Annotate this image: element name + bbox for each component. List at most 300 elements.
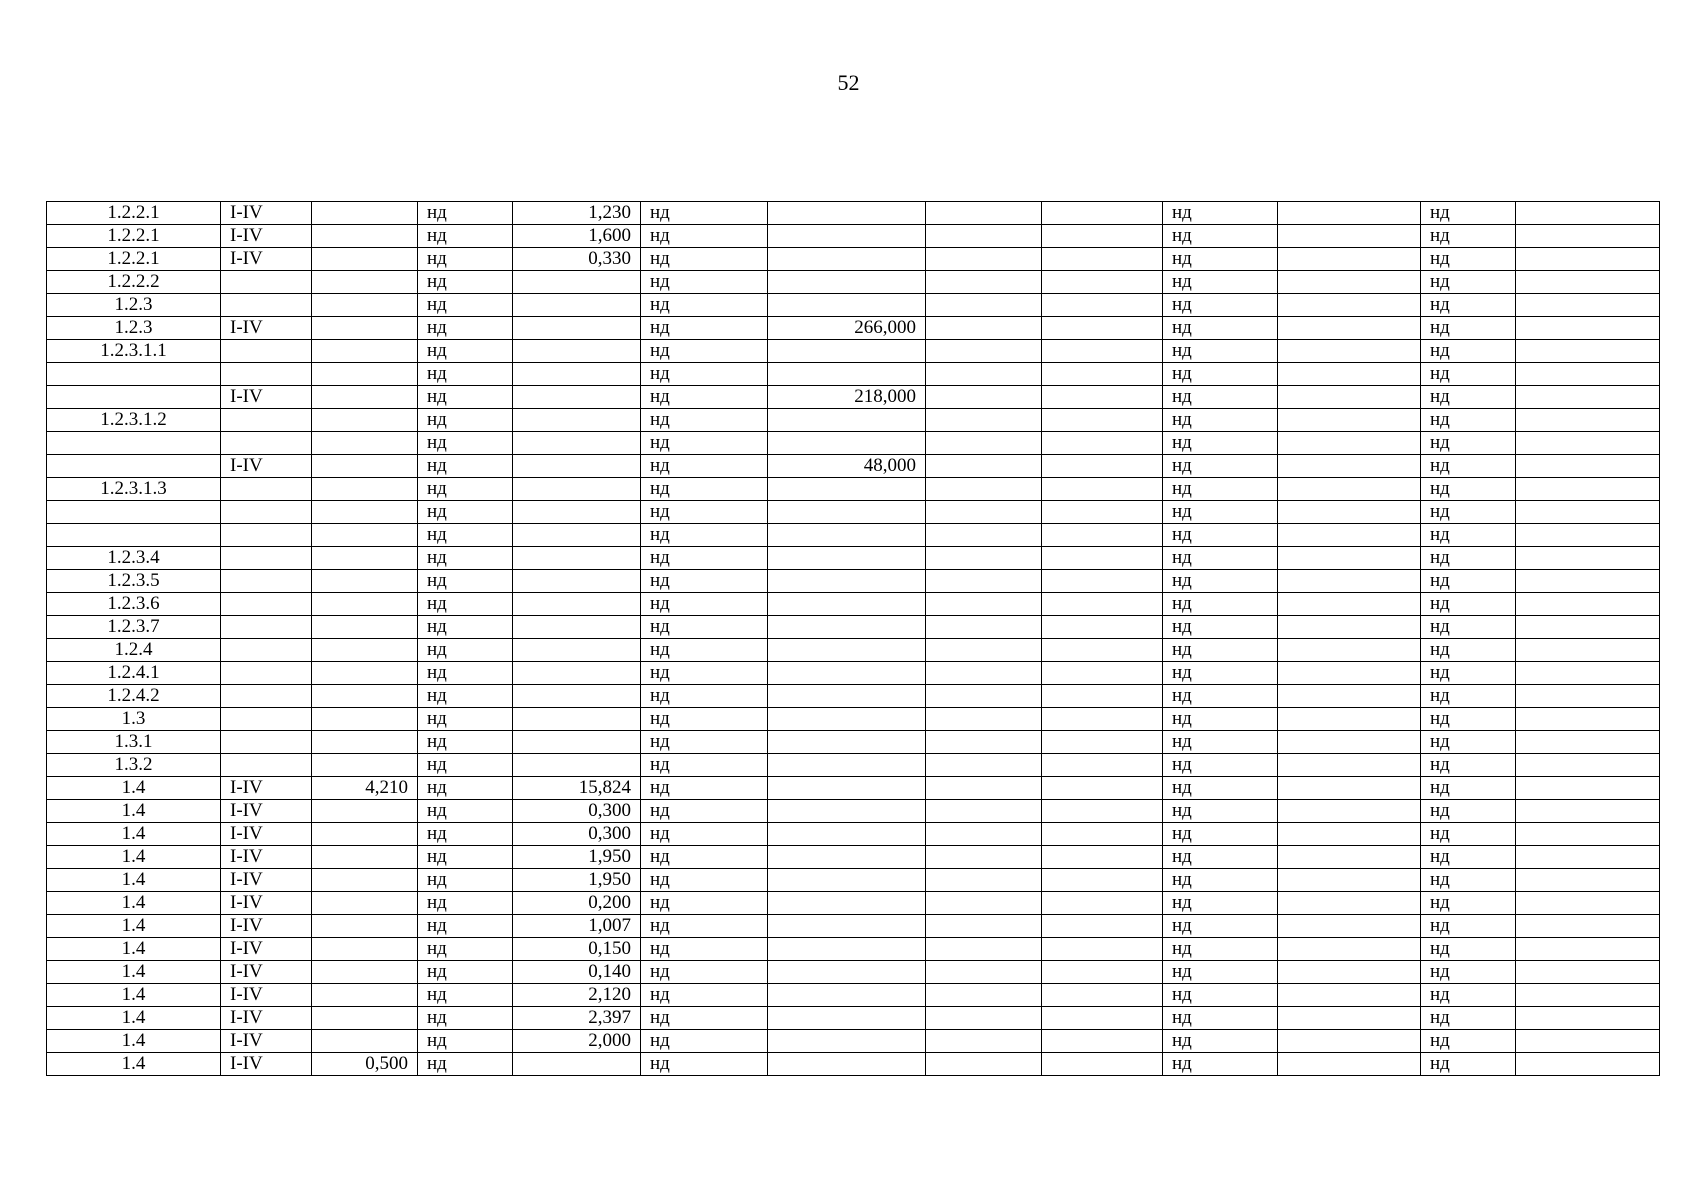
cell-value-b: 1,600 bbox=[513, 225, 641, 248]
table-row bbox=[47, 317, 1660, 340]
cell-value-c bbox=[768, 363, 926, 386]
cell-code: 1.4 bbox=[47, 777, 221, 800]
cell-nd-c: нд bbox=[1163, 777, 1278, 800]
cell-value-c bbox=[768, 892, 926, 915]
cell-nd-b: нд bbox=[641, 823, 768, 846]
cell-value-c: 48,000 bbox=[768, 455, 926, 478]
cell-code: 1.4 bbox=[47, 892, 221, 915]
table-row bbox=[47, 754, 1660, 777]
table-row bbox=[47, 984, 1660, 1007]
cell-col-11 bbox=[1278, 708, 1421, 731]
cell-col-13 bbox=[1516, 938, 1660, 961]
cell-col-8 bbox=[926, 800, 1042, 823]
cell-col-13 bbox=[1516, 1007, 1660, 1030]
cell-col-13 bbox=[1516, 202, 1660, 225]
cell-value-a bbox=[312, 708, 418, 731]
cell-category: I-IV bbox=[221, 823, 312, 846]
cell-nd-d: нд bbox=[1421, 455, 1516, 478]
cell-value-a: 0,500 bbox=[312, 1053, 418, 1076]
cell-col-8 bbox=[926, 455, 1042, 478]
cell-col-8 bbox=[926, 938, 1042, 961]
cell-nd-b: нд bbox=[641, 961, 768, 984]
cell-value-c bbox=[768, 915, 926, 938]
cell-col-8 bbox=[926, 915, 1042, 938]
cell-nd-d: нд bbox=[1421, 754, 1516, 777]
cell-col-11 bbox=[1278, 823, 1421, 846]
cell-nd-c: нд bbox=[1163, 271, 1278, 294]
cell-col-13 bbox=[1516, 570, 1660, 593]
cell-nd-c: нд bbox=[1163, 317, 1278, 340]
cell-nd-a: нд bbox=[418, 455, 513, 478]
cell-value-a bbox=[312, 340, 418, 363]
cell-col-11 bbox=[1278, 271, 1421, 294]
table-row bbox=[47, 225, 1660, 248]
table-row bbox=[47, 547, 1660, 570]
cell-col-8 bbox=[926, 294, 1042, 317]
cell-col-8 bbox=[926, 524, 1042, 547]
cell-nd-a: нд bbox=[418, 800, 513, 823]
cell-nd-d: нд bbox=[1421, 248, 1516, 271]
cell-col-8 bbox=[926, 869, 1042, 892]
cell-category: I-IV bbox=[221, 455, 312, 478]
cell-col-11 bbox=[1278, 363, 1421, 386]
cell-col-13 bbox=[1516, 294, 1660, 317]
cell-nd-b: нд bbox=[641, 892, 768, 915]
cell-code: 1.2.3.6 bbox=[47, 593, 221, 616]
cell-col-13 bbox=[1516, 961, 1660, 984]
cell-category: I-IV bbox=[221, 248, 312, 271]
cell-value-b bbox=[513, 1053, 641, 1076]
cell-col-11 bbox=[1278, 777, 1421, 800]
table-row bbox=[47, 938, 1660, 961]
cell-col-13 bbox=[1516, 731, 1660, 754]
cell-value-c bbox=[768, 639, 926, 662]
table-row bbox=[47, 616, 1660, 639]
cell-category: I-IV bbox=[221, 984, 312, 1007]
cell-nd-c: нд bbox=[1163, 984, 1278, 1007]
cell-nd-b: нд bbox=[641, 731, 768, 754]
cell-nd-b: нд bbox=[641, 501, 768, 524]
cell-nd-d: нд bbox=[1421, 731, 1516, 754]
cell-nd-d: нд bbox=[1421, 570, 1516, 593]
cell-col-9 bbox=[1042, 340, 1163, 363]
cell-value-a: 4,210 bbox=[312, 777, 418, 800]
cell-value-a bbox=[312, 225, 418, 248]
cell-code: 1.2.2.1 bbox=[47, 202, 221, 225]
cell-col-11 bbox=[1278, 501, 1421, 524]
cell-value-b bbox=[513, 731, 641, 754]
cell-nd-a: нд bbox=[418, 386, 513, 409]
cell-code: 1.2.3 bbox=[47, 294, 221, 317]
cell-nd-d: нд bbox=[1421, 501, 1516, 524]
cell-nd-c: нд bbox=[1163, 662, 1278, 685]
cell-nd-c: нд bbox=[1163, 363, 1278, 386]
cell-col-9 bbox=[1042, 593, 1163, 616]
cell-value-c bbox=[768, 340, 926, 363]
cell-col-13 bbox=[1516, 225, 1660, 248]
cell-value-c bbox=[768, 869, 926, 892]
cell-col-8 bbox=[926, 754, 1042, 777]
cell-code: 1.2.2.1 bbox=[47, 225, 221, 248]
cell-col-11 bbox=[1278, 547, 1421, 570]
cell-nd-b: нд bbox=[641, 363, 768, 386]
cell-nd-d: нд bbox=[1421, 1030, 1516, 1053]
cell-col-9 bbox=[1042, 708, 1163, 731]
cell-nd-c: нд bbox=[1163, 869, 1278, 892]
cell-category bbox=[221, 294, 312, 317]
table-row bbox=[47, 524, 1660, 547]
cell-col-9 bbox=[1042, 386, 1163, 409]
cell-nd-a: нд bbox=[418, 432, 513, 455]
cell-value-b bbox=[513, 386, 641, 409]
cell-nd-b: нд bbox=[641, 708, 768, 731]
cell-value-a bbox=[312, 754, 418, 777]
cell-category bbox=[221, 754, 312, 777]
cell-col-11 bbox=[1278, 386, 1421, 409]
cell-col-8 bbox=[926, 708, 1042, 731]
cell-nd-d: нд bbox=[1421, 294, 1516, 317]
cell-col-13 bbox=[1516, 340, 1660, 363]
cell-value-c bbox=[768, 271, 926, 294]
cell-category bbox=[221, 363, 312, 386]
cell-col-13 bbox=[1516, 1030, 1660, 1053]
cell-nd-a: нд bbox=[418, 984, 513, 1007]
cell-col-11 bbox=[1278, 593, 1421, 616]
cell-col-9 bbox=[1042, 846, 1163, 869]
cell-code: 1.2.3.1.1 bbox=[47, 340, 221, 363]
cell-code: 1.2.3.7 bbox=[47, 616, 221, 639]
cell-category: I-IV bbox=[221, 317, 312, 340]
cell-col-13 bbox=[1516, 386, 1660, 409]
table-row bbox=[47, 248, 1660, 271]
cell-col-11 bbox=[1278, 961, 1421, 984]
cell-col-13 bbox=[1516, 271, 1660, 294]
cell-category bbox=[221, 478, 312, 501]
cell-value-c bbox=[768, 1053, 926, 1076]
cell-category: I-IV bbox=[221, 961, 312, 984]
cell-nd-d: нд bbox=[1421, 869, 1516, 892]
cell-nd-a: нд bbox=[418, 869, 513, 892]
cell-col-11 bbox=[1278, 869, 1421, 892]
cell-value-b bbox=[513, 409, 641, 432]
cell-value-c bbox=[768, 1007, 926, 1030]
cell-nd-a: нд bbox=[418, 248, 513, 271]
cell-nd-d: нд bbox=[1421, 984, 1516, 1007]
cell-nd-b: нд bbox=[641, 202, 768, 225]
table-row bbox=[47, 777, 1660, 800]
cell-code: 1.4 bbox=[47, 1030, 221, 1053]
table-row bbox=[47, 432, 1660, 455]
cell-value-b: 0,140 bbox=[513, 961, 641, 984]
cell-col-11 bbox=[1278, 524, 1421, 547]
cell-value-a bbox=[312, 409, 418, 432]
cell-value-b: 1,950 bbox=[513, 869, 641, 892]
cell-col-9 bbox=[1042, 478, 1163, 501]
cell-nd-a: нд bbox=[418, 754, 513, 777]
cell-code: 1.4 bbox=[47, 915, 221, 938]
cell-nd-d: нд bbox=[1421, 708, 1516, 731]
data-table bbox=[46, 201, 1660, 1076]
cell-nd-d: нд bbox=[1421, 685, 1516, 708]
cell-nd-d: нд bbox=[1421, 662, 1516, 685]
table-row bbox=[47, 271, 1660, 294]
cell-col-9 bbox=[1042, 363, 1163, 386]
cell-nd-a: нд bbox=[418, 593, 513, 616]
cell-col-11 bbox=[1278, 1007, 1421, 1030]
cell-nd-c: нд bbox=[1163, 386, 1278, 409]
cell-value-c bbox=[768, 202, 926, 225]
cell-value-a bbox=[312, 1030, 418, 1053]
cell-col-9 bbox=[1042, 524, 1163, 547]
cell-value-a bbox=[312, 593, 418, 616]
cell-nd-c: нд bbox=[1163, 961, 1278, 984]
cell-category: I-IV bbox=[221, 869, 312, 892]
cell-value-a bbox=[312, 892, 418, 915]
cell-col-8 bbox=[926, 777, 1042, 800]
cell-value-b bbox=[513, 455, 641, 478]
table-row bbox=[47, 202, 1660, 225]
cell-col-13 bbox=[1516, 869, 1660, 892]
cell-nd-d: нд bbox=[1421, 823, 1516, 846]
cell-value-a bbox=[312, 869, 418, 892]
cell-nd-c: нд bbox=[1163, 432, 1278, 455]
cell-value-c bbox=[768, 823, 926, 846]
table-row bbox=[47, 1030, 1660, 1053]
cell-col-13 bbox=[1516, 455, 1660, 478]
cell-category: I-IV bbox=[221, 777, 312, 800]
table-row bbox=[47, 731, 1660, 754]
cell-value-a bbox=[312, 846, 418, 869]
cell-nd-a: нд bbox=[418, 1007, 513, 1030]
cell-category bbox=[221, 708, 312, 731]
cell-code: 1.3 bbox=[47, 708, 221, 731]
cell-col-8 bbox=[926, 570, 1042, 593]
cell-value-c bbox=[768, 754, 926, 777]
cell-nd-b: нд bbox=[641, 984, 768, 1007]
cell-value-a bbox=[312, 501, 418, 524]
cell-code bbox=[47, 524, 221, 547]
cell-nd-c: нд bbox=[1163, 248, 1278, 271]
cell-value-c bbox=[768, 846, 926, 869]
cell-code: 1.4 bbox=[47, 961, 221, 984]
cell-value-b: 0,300 bbox=[513, 823, 641, 846]
cell-nd-a: нд bbox=[418, 1030, 513, 1053]
cell-category: I-IV bbox=[221, 800, 312, 823]
cell-col-8 bbox=[926, 616, 1042, 639]
cell-col-13 bbox=[1516, 800, 1660, 823]
cell-value-a bbox=[312, 823, 418, 846]
cell-nd-b: нд bbox=[641, 524, 768, 547]
cell-nd-d: нд bbox=[1421, 478, 1516, 501]
cell-nd-c: нд bbox=[1163, 1030, 1278, 1053]
cell-value-c bbox=[768, 961, 926, 984]
cell-col-9 bbox=[1042, 616, 1163, 639]
cell-category bbox=[221, 432, 312, 455]
cell-value-c bbox=[768, 731, 926, 754]
cell-col-8 bbox=[926, 662, 1042, 685]
cell-nd-d: нд bbox=[1421, 1007, 1516, 1030]
cell-value-c bbox=[768, 432, 926, 455]
cell-col-9 bbox=[1042, 823, 1163, 846]
cell-nd-a: нд bbox=[418, 294, 513, 317]
cell-value-c bbox=[768, 501, 926, 524]
cell-category bbox=[221, 662, 312, 685]
cell-code bbox=[47, 501, 221, 524]
cell-nd-b: нд bbox=[641, 1053, 768, 1076]
cell-value-a bbox=[312, 961, 418, 984]
cell-category bbox=[221, 685, 312, 708]
cell-nd-d: нд bbox=[1421, 547, 1516, 570]
cell-value-c bbox=[768, 524, 926, 547]
cell-nd-d: нд bbox=[1421, 616, 1516, 639]
cell-category bbox=[221, 593, 312, 616]
cell-nd-d: нд bbox=[1421, 432, 1516, 455]
cell-value-b bbox=[513, 616, 641, 639]
cell-code: 1.2.4.1 bbox=[47, 662, 221, 685]
cell-nd-a: нд bbox=[418, 708, 513, 731]
cell-value-c bbox=[768, 409, 926, 432]
cell-nd-d: нд bbox=[1421, 386, 1516, 409]
cell-category bbox=[221, 616, 312, 639]
cell-value-c bbox=[768, 777, 926, 800]
cell-value-b bbox=[513, 708, 641, 731]
cell-nd-d: нд bbox=[1421, 202, 1516, 225]
cell-code: 1.2.4 bbox=[47, 639, 221, 662]
cell-value-b: 1,230 bbox=[513, 202, 641, 225]
cell-nd-c: нд bbox=[1163, 501, 1278, 524]
cell-code: 1.2.3.1.2 bbox=[47, 409, 221, 432]
cell-col-13 bbox=[1516, 1053, 1660, 1076]
cell-col-11 bbox=[1278, 455, 1421, 478]
cell-value-a bbox=[312, 570, 418, 593]
table-row bbox=[47, 340, 1660, 363]
cell-code: 1.4 bbox=[47, 800, 221, 823]
cell-category: I-IV bbox=[221, 1030, 312, 1053]
cell-nd-d: нд bbox=[1421, 846, 1516, 869]
cell-col-13 bbox=[1516, 478, 1660, 501]
cell-nd-b: нд bbox=[641, 1030, 768, 1053]
cell-col-8 bbox=[926, 731, 1042, 754]
cell-nd-a: нд bbox=[418, 1053, 513, 1076]
cell-value-c bbox=[768, 570, 926, 593]
cell-nd-d: нд bbox=[1421, 524, 1516, 547]
cell-value-c bbox=[768, 1030, 926, 1053]
cell-code bbox=[47, 386, 221, 409]
cell-col-13 bbox=[1516, 685, 1660, 708]
cell-value-b bbox=[513, 478, 641, 501]
cell-col-8 bbox=[926, 593, 1042, 616]
cell-col-13 bbox=[1516, 432, 1660, 455]
cell-col-9 bbox=[1042, 800, 1163, 823]
cell-nd-c: нд bbox=[1163, 340, 1278, 363]
cell-nd-c: нд bbox=[1163, 892, 1278, 915]
cell-category bbox=[221, 524, 312, 547]
cell-nd-c: нд bbox=[1163, 570, 1278, 593]
cell-nd-b: нд bbox=[641, 225, 768, 248]
cell-nd-d: нд bbox=[1421, 1053, 1516, 1076]
cell-category: I-IV bbox=[221, 938, 312, 961]
table-row bbox=[47, 869, 1660, 892]
cell-col-9 bbox=[1042, 294, 1163, 317]
cell-nd-b: нд bbox=[641, 455, 768, 478]
cell-col-9 bbox=[1042, 961, 1163, 984]
cell-col-13 bbox=[1516, 892, 1660, 915]
cell-value-a bbox=[312, 248, 418, 271]
cell-col-9 bbox=[1042, 248, 1163, 271]
cell-nd-c: нд bbox=[1163, 938, 1278, 961]
cell-value-a bbox=[312, 547, 418, 570]
cell-col-8 bbox=[926, 639, 1042, 662]
cell-value-a bbox=[312, 294, 418, 317]
cell-value-c bbox=[768, 225, 926, 248]
cell-value-a bbox=[312, 915, 418, 938]
cell-code: 1.4 bbox=[47, 1007, 221, 1030]
cell-col-13 bbox=[1516, 984, 1660, 1007]
cell-col-11 bbox=[1278, 662, 1421, 685]
cell-nd-b: нд bbox=[641, 685, 768, 708]
cell-col-11 bbox=[1278, 294, 1421, 317]
cell-col-8 bbox=[926, 685, 1042, 708]
cell-col-8 bbox=[926, 202, 1042, 225]
cell-nd-c: нд bbox=[1163, 823, 1278, 846]
cell-category bbox=[221, 340, 312, 363]
cell-nd-a: нд bbox=[418, 961, 513, 984]
cell-nd-a: нд bbox=[418, 892, 513, 915]
cell-col-8 bbox=[926, 248, 1042, 271]
cell-code: 1.4 bbox=[47, 984, 221, 1007]
table-row bbox=[47, 409, 1660, 432]
cell-value-a bbox=[312, 1007, 418, 1030]
cell-category: I-IV bbox=[221, 202, 312, 225]
cell-value-b bbox=[513, 271, 641, 294]
cell-col-9 bbox=[1042, 1030, 1163, 1053]
cell-col-8 bbox=[926, 271, 1042, 294]
cell-col-9 bbox=[1042, 938, 1163, 961]
cell-col-13 bbox=[1516, 616, 1660, 639]
cell-category: I-IV bbox=[221, 1053, 312, 1076]
cell-value-b: 2,000 bbox=[513, 1030, 641, 1053]
cell-col-11 bbox=[1278, 685, 1421, 708]
cell-nd-c: нд bbox=[1163, 800, 1278, 823]
cell-category: I-IV bbox=[221, 1007, 312, 1030]
cell-col-9 bbox=[1042, 662, 1163, 685]
cell-code: 1.3.1 bbox=[47, 731, 221, 754]
cell-nd-a: нд bbox=[418, 823, 513, 846]
cell-nd-b: нд bbox=[641, 547, 768, 570]
cell-code: 1.4 bbox=[47, 1053, 221, 1076]
cell-nd-a: нд bbox=[418, 225, 513, 248]
cell-col-11 bbox=[1278, 225, 1421, 248]
cell-col-8 bbox=[926, 409, 1042, 432]
cell-value-a bbox=[312, 363, 418, 386]
table-row bbox=[47, 570, 1660, 593]
cell-category bbox=[221, 570, 312, 593]
cell-col-9 bbox=[1042, 869, 1163, 892]
cell-col-9 bbox=[1042, 1007, 1163, 1030]
table-row bbox=[47, 386, 1660, 409]
cell-nd-a: нд bbox=[418, 915, 513, 938]
cell-col-8 bbox=[926, 1030, 1042, 1053]
cell-nd-b: нд bbox=[641, 317, 768, 340]
cell-nd-a: нд bbox=[418, 616, 513, 639]
cell-col-11 bbox=[1278, 800, 1421, 823]
cell-col-9 bbox=[1042, 731, 1163, 754]
cell-category bbox=[221, 271, 312, 294]
cell-nd-a: нд bbox=[418, 409, 513, 432]
cell-value-b bbox=[513, 662, 641, 685]
cell-col-13 bbox=[1516, 915, 1660, 938]
cell-value-a bbox=[312, 271, 418, 294]
